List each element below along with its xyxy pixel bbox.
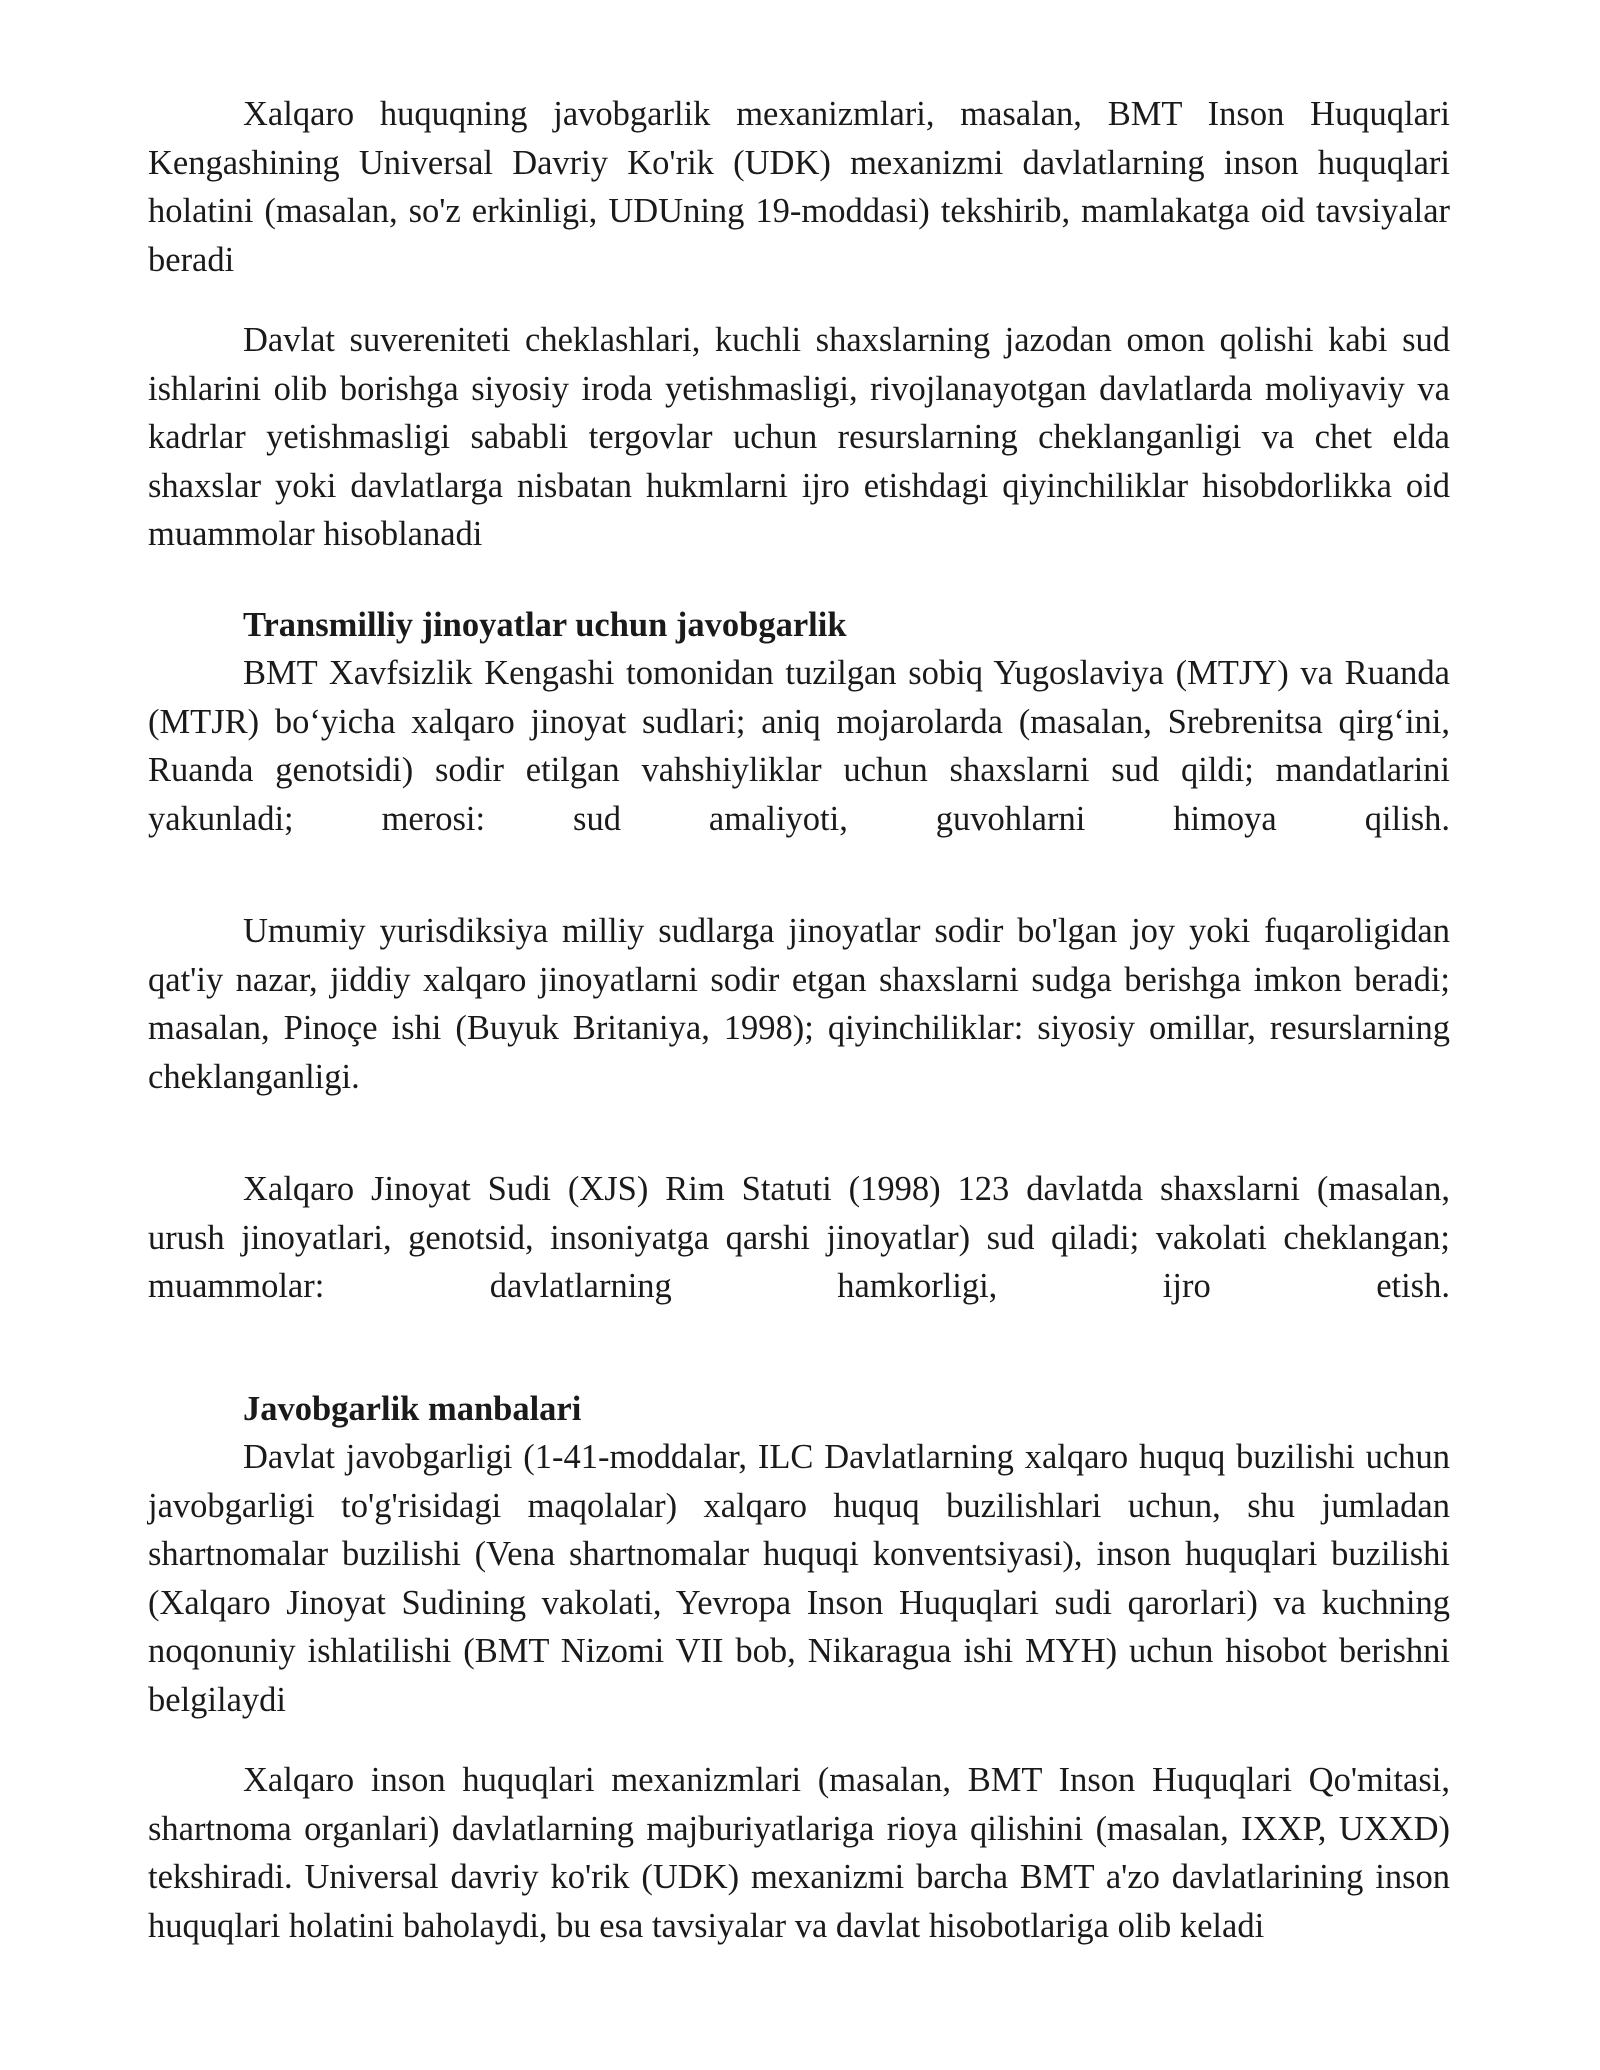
paragraph-spacer: [148, 843, 1450, 907]
paragraph-universal-jurisdiction: Umumiy yurisdiksiya milliy sudlarga jinoyatlar sodir bo'lgan joy yoki fuqaroligidan qat'iy nazar, jiddiy xalqaro jinoyatlarni sodir etgan shaxslarni sudga berishga imkon beradi; masalan, Pinoçe ishi (Buyuk Britaniya, 1998); qiyinchiliklar: siyosiy omillar, resurslarning cheklanganligi.: [148, 912, 1450, 1096]
paragraph-human-rights-mechanisms: Xalqaro inson huquqlari mexanizmlari (masalan, BMT Inson Huquqlari Qo'mitasi, shartnoma organlari) davlatlarning majburiyatlariga rioya qilishini (masalan, IXXP, UXXD) tekshiradi. Universal davriy ko'rik (UDK) mexanizmi barcha BMT a'zo davlatlarining inson huquqlari holatini baholaydi, bu esa tavsiyalar va davlat hisobotlariga olib keladi: [148, 1761, 1450, 1945]
document-page: [148, 90, 1450, 1950]
section-heading-sources: Javobgarlik manbalari: [243, 1389, 582, 1428]
paragraph-tribunals: BMT Xavfsizlik Kengashi tomonidan tuzilgan sobiq Yugoslaviya (MTJY) va Ruanda (MTJR) bo‘yicha xalqaro jinoyat sudlari; aniq mojarolarda (masalan, Srebrenitsa qirg‘ini, Ruanda genotsidi) sodir etilgan vahshiyliklar uchun shaxslarni sud qildi; mandatlarini yakunladi; merosi: sud amaliyoti, guvohlarni himoya qilish.: [148, 654, 1450, 838]
paragraph-spacer: [148, 1311, 1450, 1385]
paragraph-spacer: [148, 1724, 1450, 1756]
paragraph-accountability-problems: Davlat suvereniteti cheklashlari, kuchli shaxslarning jazodan omon qolishi kabi sud ishlarini olib borishga siyosiy iroda yetishmasligi, rivojlanayotgan davlatlarda moliyaviy va kadrlar yetishmasligi sababli tergovlar uchun resurslarning cheklanganligi va chet elda shaxslar yoki davlatlarga nisbatan hukmlarni ijro etishdagi qiyinchiliklar hisobdorlikka oid muammolar hisoblanadi: [148, 321, 1450, 553]
section-heading-transnational-crimes: Transmilliy jinoyatlar uchun javobgarlik: [243, 605, 847, 644]
paragraph-icc: Xalqaro Jinoyat Sudi (XJS) Rim Statuti (1998) 123 davlatda shaxslarni (masalan, urush jinoyatlari, genotsid, insoniyatga qarshi jinoyatlar) sud qiladi; vakolati cheklangan; muammolar: davlatlarning hamkorligi, ijro etish.: [148, 1170, 1450, 1305]
paragraph-udk-mechanism: Xalqaro huquqning javobgarlik mexanizmlari, masalan, BMT Inson Huquqlari Kengashining Universal Davriy Ko'rik (UDK) mexanizmi davlatlarning inson huquqlari holatini (masalan, so'z erkinligi, UDUning 19-moddasi) tekshirib, mamlakatga oid tavsiyalar beradi: [148, 95, 1450, 279]
paragraph-spacer: [148, 1101, 1450, 1165]
paragraph-state-responsibility: Davlat javobgarligi (1-41-moddalar, ILC Davlatlarning xalqaro huquq buzilishi uchun javobgarligi to'g'risidagi maqolalar) xalqaro huquq buzilishlari uchun, shu jumladan shartnomalar buzilishi (Vena shartnomalar huquqi konventsiyasi), inson huquqlari buzilishi (Xalqaro Jinoyat Sudining vakolati, Yevropa Inson Huquqlari sudi qarorlari) va kuchning noqonuniy ishlatilishi (BMT Nizomi VII bob, Nikaragua ishi MYH) uchun hisobot berishni belgilaydi: [148, 1438, 1450, 1719]
paragraph-spacer: [148, 559, 1450, 601]
paragraph-spacer: [148, 284, 1450, 316]
